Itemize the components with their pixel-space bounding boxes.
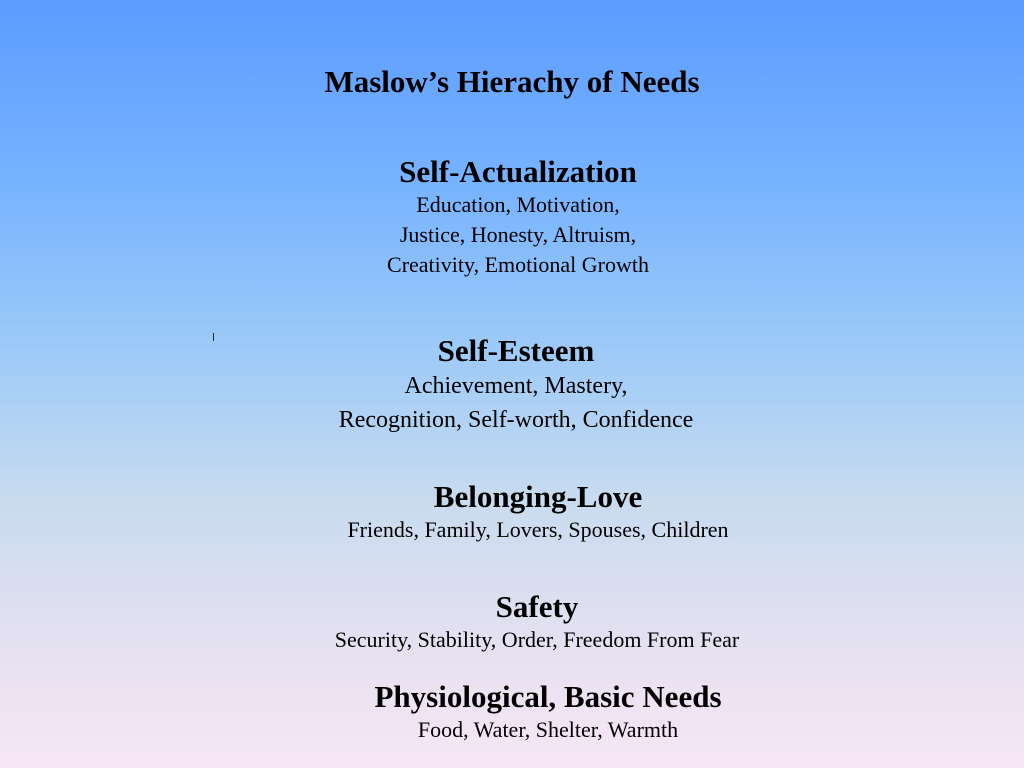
level-detail-line: Security, Stability, Order, Freedom From Fear [334, 627, 740, 652]
level-safety [287, 589, 787, 655]
level-detail-line: Creativity, Emotional Growth [387, 252, 649, 277]
level-detail-line: Achievement, Mastery, [404, 373, 628, 399]
level-detail-line: Recognition, Self-worth, Confidence [338, 407, 694, 433]
level-heading: Self-Actualization [399, 154, 637, 189]
level-heading: Physiological, Basic Needs [374, 679, 722, 714]
level-detail-line: Friends, Family, Lovers, Spouses, Children [347, 517, 729, 542]
level-detail-line: Education, Motivation, [416, 192, 620, 217]
level-detail-line: Justice, Honesty, Altruism, [399, 222, 637, 247]
level-heading: Safety [495, 589, 579, 624]
level-detail-line: Food, Water, Shelter, Warmth [417, 717, 679, 742]
level-belonging-love [298, 479, 778, 545]
level-heading: Self-Esteem [437, 333, 595, 368]
level-self-actualization [318, 154, 718, 280]
level-heading: Belonging-Love [433, 479, 643, 514]
level-physiological [318, 679, 778, 745]
level-self-esteem [296, 333, 736, 437]
stray-mark [213, 333, 214, 341]
slide-title: Maslow’s Hierachy of Needs [324, 64, 700, 99]
